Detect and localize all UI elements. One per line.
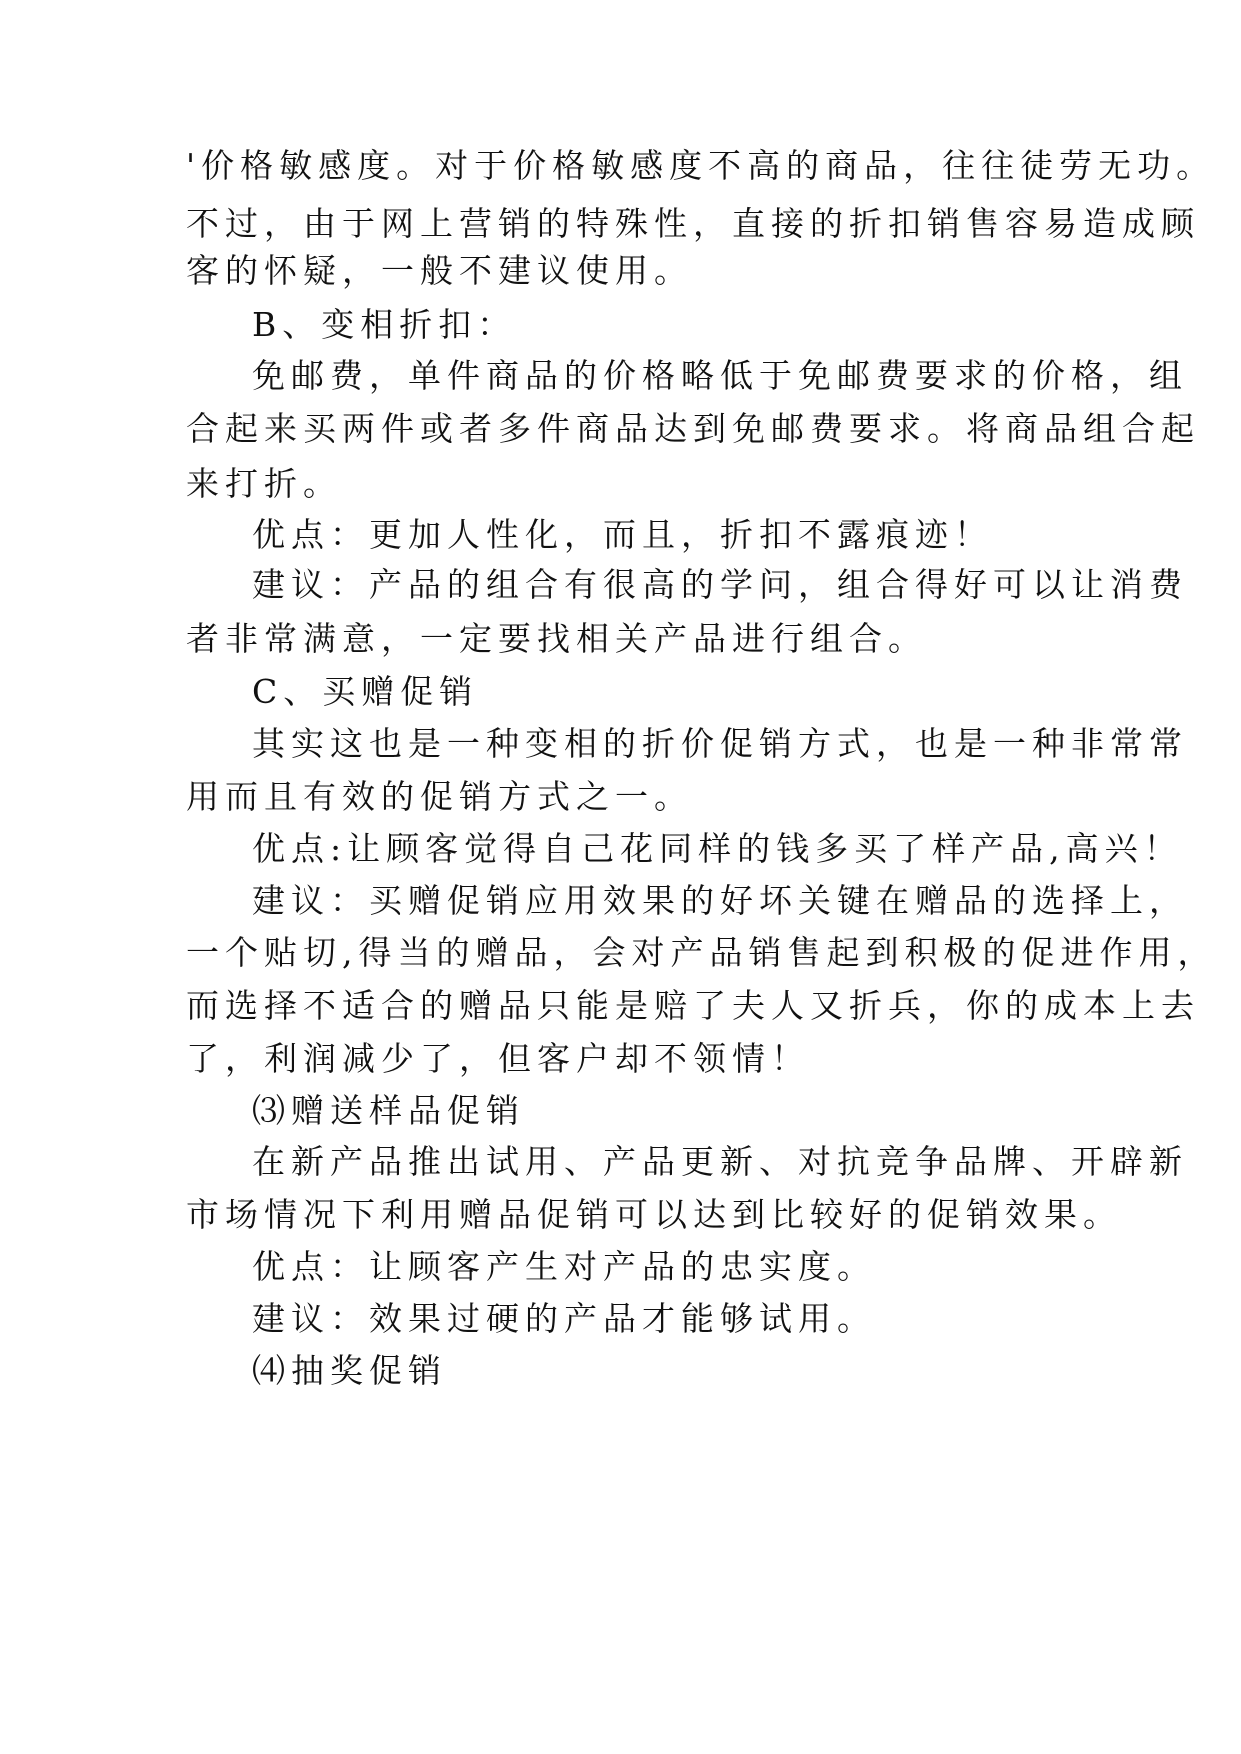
section-heading-b: B、变相折扣： (252, 305, 517, 344)
advantage-line-2: 优点:让顾客觉得自己花同样的钱多买了样产品,高兴！ (252, 829, 1183, 868)
text-line-2: 不过，由于网上营销的特殊性，直接的折扣销售容易造成顾 (186, 204, 1200, 243)
text-line-13: 用而且有效的促销方式之一。 (186, 777, 693, 816)
text-line-7: 来打折。 (186, 464, 342, 503)
suggestion-line-4: 一个贴切,得当的赠品，会对产品销售起到积极的促进作用， (186, 933, 1217, 972)
suggestion-line-7: 建议：效果过硬的产品才能够试用。 (252, 1299, 876, 1338)
text-line-1: '价格敏感度。对于价格敏感度不高的商品，往往徒劳无功。 (186, 146, 1216, 185)
text-line-21: 市场情况下利用赠品促销可以达到比较好的促销效果。 (186, 1195, 1122, 1234)
suggestion-line-2: 者非常满意，一定要找相关产品进行组合。 (186, 619, 927, 658)
section-heading-c: C、买赠促销 (252, 672, 479, 711)
suggestion-line-6: 了，利润减少了，但客户却不领情！ (186, 1039, 810, 1078)
advantage-line-3: 优点：让顾客产生对产品的忠实度。 (252, 1247, 876, 1286)
text-line-5: 免邮费，单件商品的价格略低于免邮费要求的价格，组 (252, 356, 1188, 395)
text-line-3: 客的怀疑，一般不建议使用。 (186, 251, 693, 290)
text-line-20: 在新产品推出试用、产品更新、对抗竞争品牌、开辟新 (252, 1142, 1188, 1181)
suggestion-line-5: 而选择不适合的赠品只能是赔了夫人又折兵，你的成本上去 (186, 986, 1200, 1025)
section-heading-3: ⑶赠送样品促销 (252, 1091, 525, 1130)
advantage-line-1: 优点：更加人性化，而且，折扣不露痕迹！ (252, 515, 993, 554)
text-line-6: 合起来买两件或者多件商品达到免邮费要求。将商品组合起 (186, 409, 1200, 448)
suggestion-line-1: 建议：产品的组合有很高的学问，组合得好可以让消费 (252, 565, 1188, 604)
suggestion-line-3: 建议：买赠促销应用效果的好坏关键在赠品的选择上， (252, 881, 1188, 920)
section-heading-4: ⑷抽奖促销 (252, 1351, 447, 1390)
text-line-12: 其实这也是一种变相的折价促销方式，也是一种非常常 (252, 724, 1188, 763)
